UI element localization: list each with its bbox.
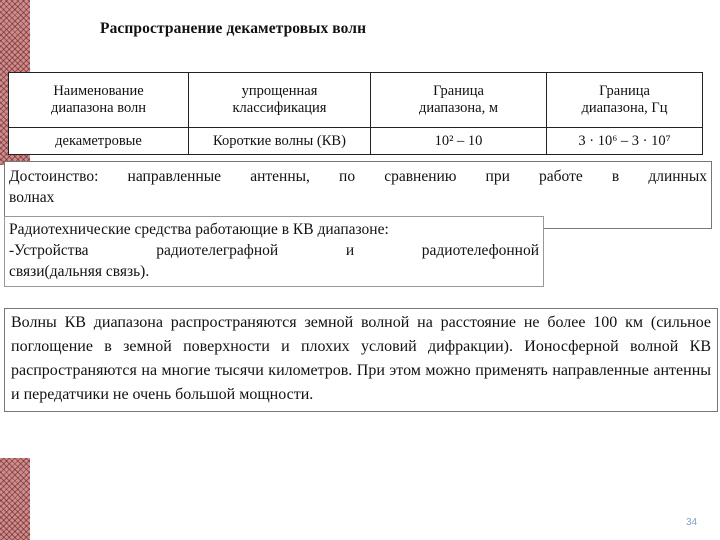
cell-band-name: декаметровые <box>9 128 189 155</box>
cell-range-m: 10² – 10 <box>371 128 547 155</box>
cell-classification: Короткие волны (КВ) <box>189 128 371 155</box>
means-line-3: связи(дальняя связь). <box>9 263 150 280</box>
table-row <box>9 128 703 155</box>
advantage-line-2: волнах <box>9 189 55 206</box>
header-range-m: Граница диапазона, м <box>371 73 547 128</box>
propagation-text: Волны КВ диапазона распространяются земной волной на расстояние не более 100 км (сильное поглощение в земной поверхности и плохих условий дифракции). Ионосферной волной КВ распространяются на многие тысячи километров. При этом можно применять направленные антенны и передатчики не очень большой мощности. <box>11 314 711 403</box>
advantage-line-1: Достоинство: направленные антенны, по сравнению при работе в длинных <box>9 168 707 185</box>
means-line-2: -Устройства радиотелеграфной и радиотелефонной <box>9 242 539 259</box>
table-header-row <box>9 73 703 128</box>
header-band-name: Наименование диапазона волн <box>9 73 189 128</box>
propagation-box <box>4 308 718 412</box>
wave-band-table <box>8 72 703 155</box>
slide-title: Распространение декаметровых волн <box>100 20 367 37</box>
cell-range-hz: 3 · 10⁶ – 3 · 10⁷ <box>547 128 703 155</box>
header-range-hz: Граница диапазона, Гц <box>547 73 703 128</box>
page-number: 34 <box>686 517 698 528</box>
header-classification: упрощенная классификация <box>189 73 371 128</box>
means-line-1: Радиотехнические средства работающие в КВ диапазоне: <box>9 221 389 238</box>
decorative-hatch-strip-bottom <box>0 458 30 540</box>
means-box <box>4 216 544 287</box>
